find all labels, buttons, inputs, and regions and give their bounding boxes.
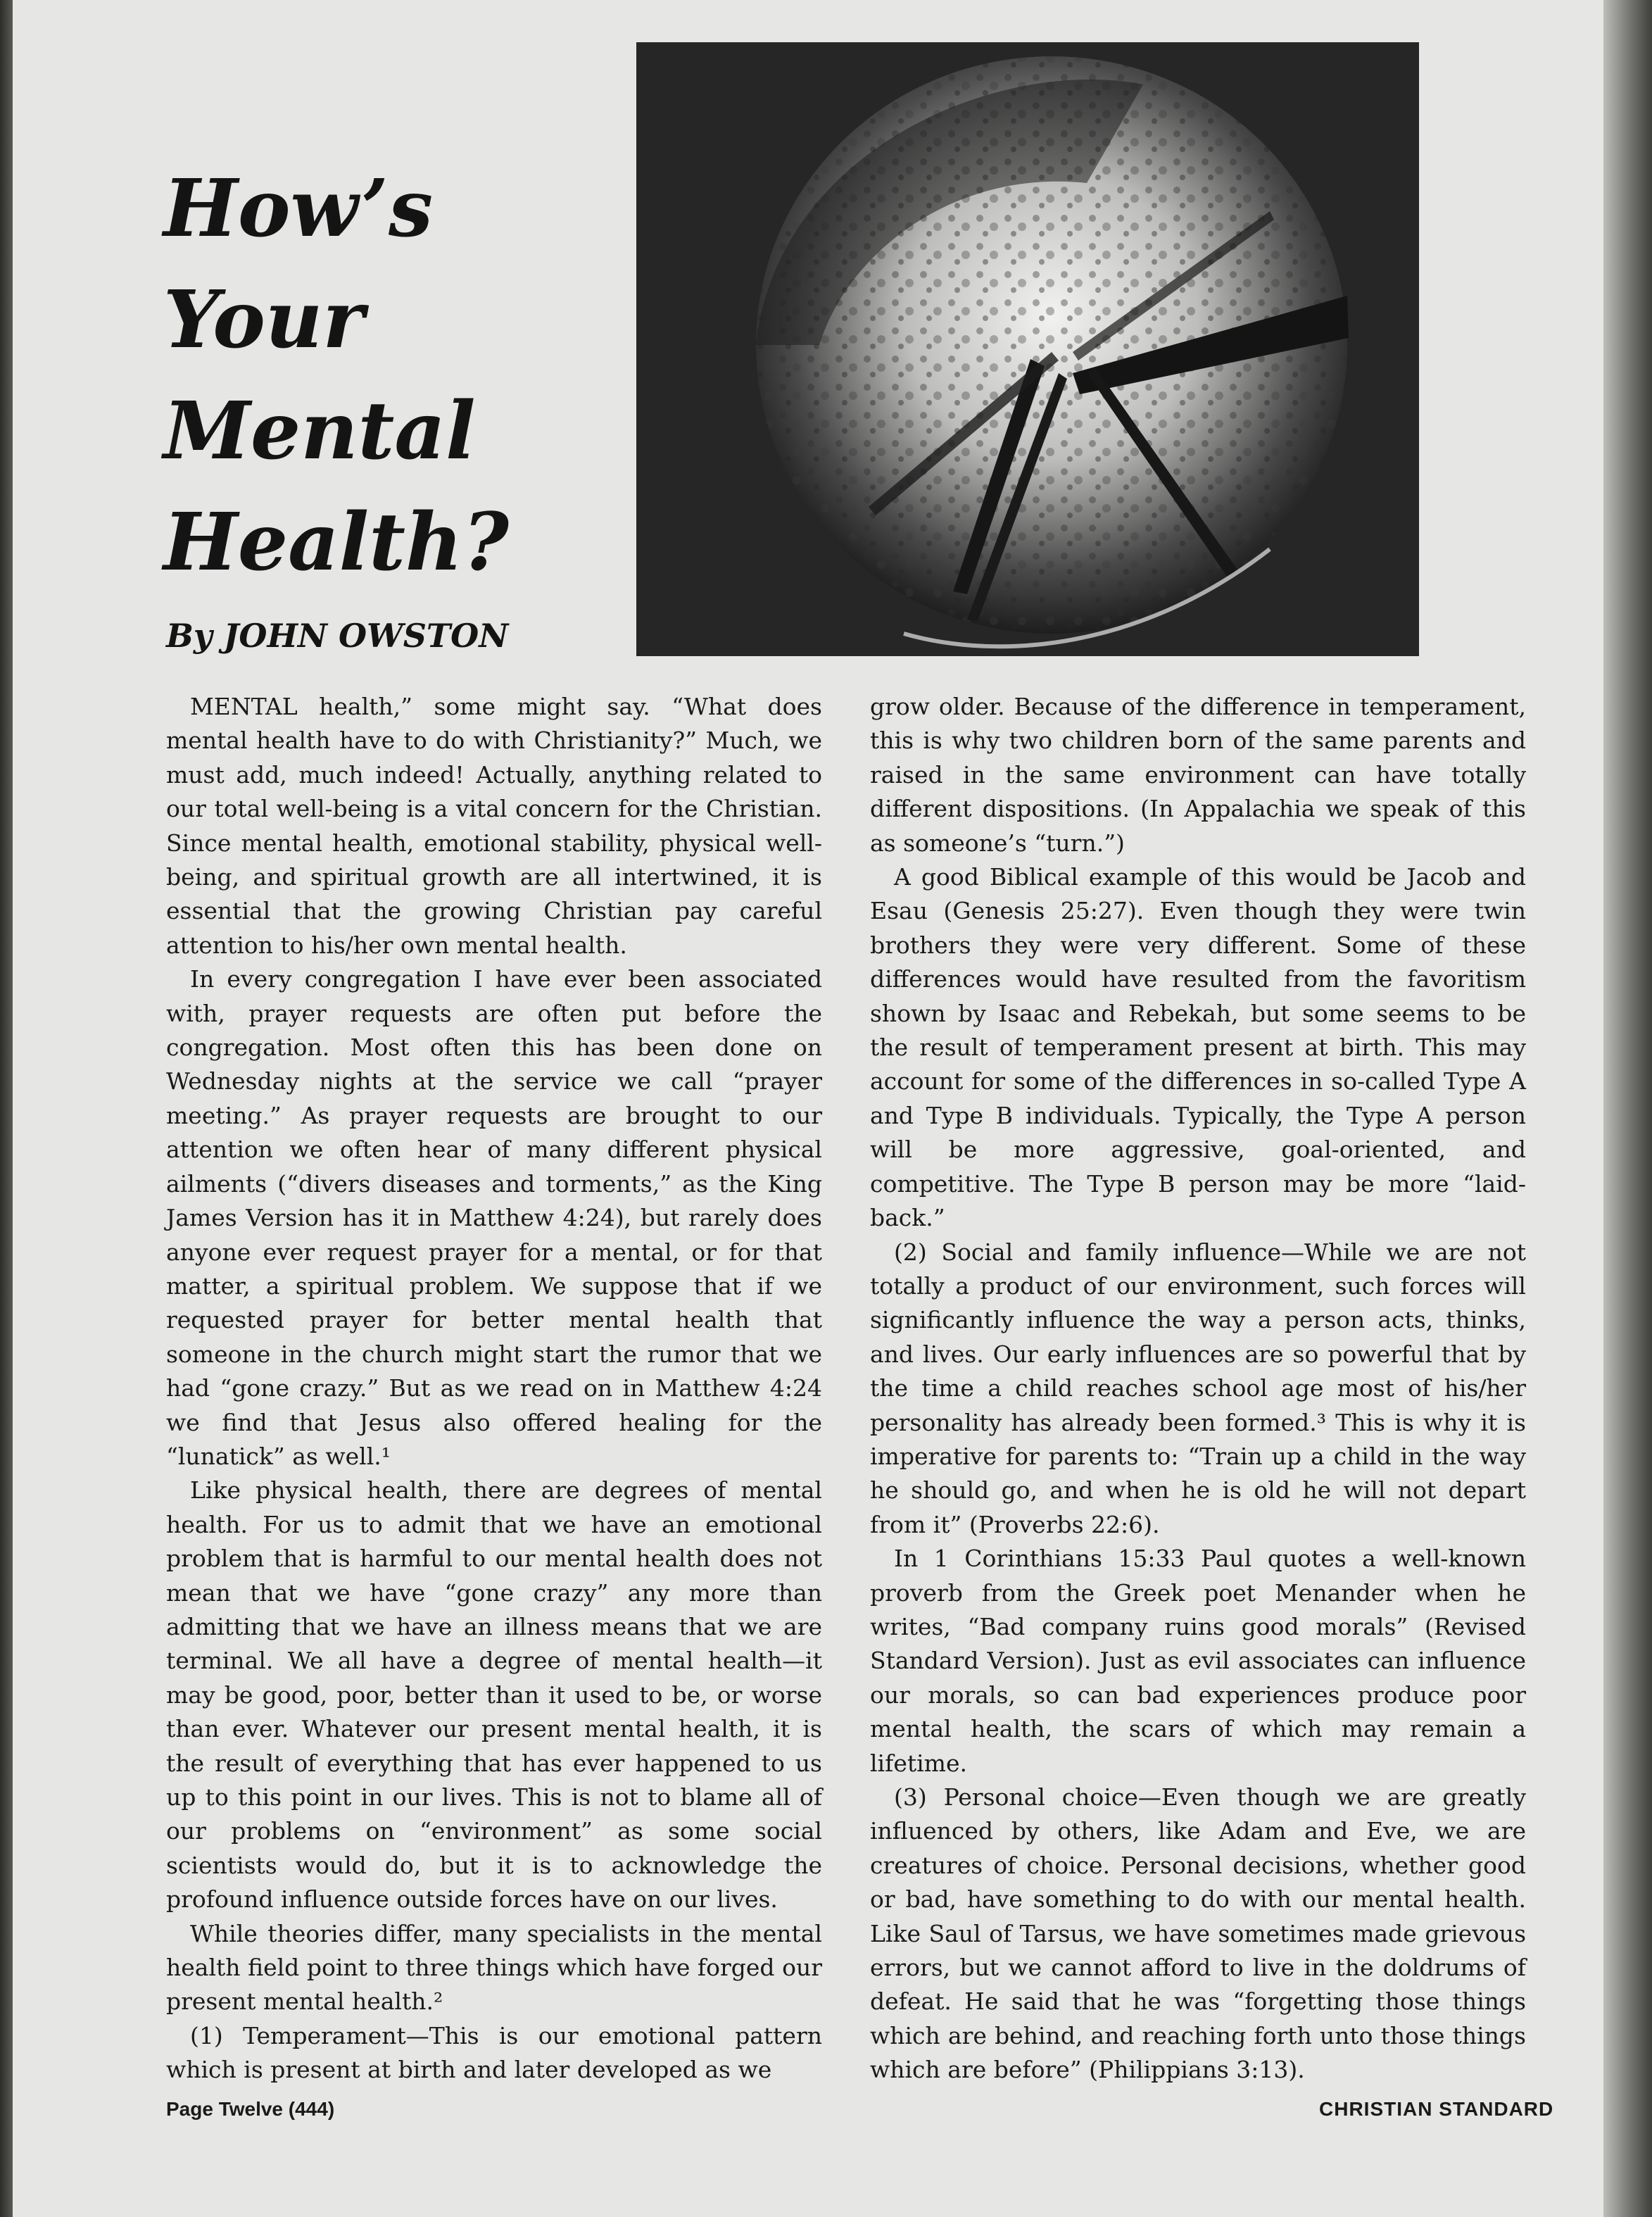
next-page-edge (1603, 0, 1652, 2217)
paragraph: In 1 Corinthians 15:33 Paul quotes a well-known proverb from the Greek poet Menander when he writes, “Bad company ruins good morals” (Revised Standard Version). Just as evil associates can influence our morals, so can bad experiences produce poor mental health, the scars of which may remain a lifetime. (870, 1545, 1526, 1777)
paragraph: In every congregation I have ever been associated with, prayer requests are often put before the congregation. Most often this has been done on Wednesday nights at the service we call “prayer meeting.” As prayer requests are brought to our attention we often hear of many different physical ailments (“divers diseases and torments,” as the King James Version has it in Matthew 4:24), but rarely does anyone ever request prayer for a mental, or for that matter, a spiritual problem. We suppose that if we requested prayer for better mental health that someone in the church might start the rumor that we had “gone crazy.” But as we read on in Matthew 4:24 we find that Jesus also offered healing for the “lunatick” as well.¹ (166, 965, 822, 1470)
publication-name: CHRISTIAN STANDARD (1319, 2098, 1554, 2120)
paragraph: While theories differ, many specialists in the mental health field point to three things which have forged our present mental health.² (166, 1919, 822, 2016)
paragraph: Like physical health, there are degrees of mental health. For us to admit that we have an emotional problem that is harmful to our mental health does not mean that we have “gone crazy” any more than admitting that we have an illness means that we are terminal. We all have a degree of mental health—it may be good, poor, better than it used to be, or worse than ever. Whatever our present mental health, it is the result of everything that has ever happened to us up to this point in our lives. This is not to blame all of our problems on “environment” as some social scientists would do, but it is to acknowledge the profound influence outside forces have on our lives. (166, 1476, 822, 1914)
paragraph: A good Biblical example of this would be Jacob and Esau (Genesis 25:27). Even though they were twin brothers they were very different. Some of these differences would have resulted from the favoritism shown by Isaac and Rebekah, but some seems to be the result of temperament present at birth. This may account for some of the differences in so-called Type A and Type B individuals. Typically, the Type A person will be more aggressive, goal-oriented, and competitive. The Type B person may be more “laid-back.” (870, 863, 1526, 1232)
page-spine-shadow (0, 0, 13, 2217)
paragraph: (1) Temperament—This is our emotional pattern which is present at birth and later developed as we (166, 2021, 822, 2084)
page-number: Page Twelve (444) (166, 2098, 335, 2120)
paragraph: (3) Personal choice—Even though we are greatly influenced by others, like Adam and Eve, we are creatures of choice. Personal decisions, whether good or bad, have something to do with our mental health. Like Saul of Tarsus, we have sometimes made grievous errors, but we cannot afford to live in the doldrums of defeat. He said that he was “forgetting those things which are behind, and reaching forth unto those things which are before” (Philippians 3:13). (870, 1783, 1526, 2084)
paragraph: grow older. Because of the difference in temperament, this is why two children born of the same parents and raised in the same environment can have totally different dispositions. (In Appalachia we speak of this as someone’s “turn.”) (870, 693, 1526, 857)
title-line: Health? (163, 496, 509, 589)
forest-canopy-image (636, 42, 1419, 656)
paragraph: MENTAL health,” some might say. “What does mental health have to do with Christianity?” Much, we must add, much indeed! Actually, anything related to our total well-being is a vital concern for the Christian. Since mental health, emotional stability, physical well-being, and spiritual growth are all intertwined, it is essential that the growing Christian pay careful attention to his/her own mental health. (166, 693, 822, 959)
article-column-right (870, 690, 1526, 2087)
article-byline: By JOHN OWSTON (166, 617, 509, 655)
paragraph: (2) Social and family influence—While we are not totally a product of our environment, such forces will significantly influence the way a person acts, thinks, and lives. Our early influences are so powerful that by the time a child reaches school age most of his/her personality has already been formed.³ This is why it is imperative for parents to: “Train up a child in the way he should go, and when he is old he will not depart from it” (Proverbs 22:6). (870, 1238, 1526, 1538)
article-column-left (166, 690, 822, 2087)
title-line: Your (163, 274, 365, 366)
title-line: Mental (163, 385, 476, 477)
title-line: How’s (163, 163, 434, 255)
forest-canopy-photo (636, 42, 1419, 656)
article-title (163, 153, 600, 598)
